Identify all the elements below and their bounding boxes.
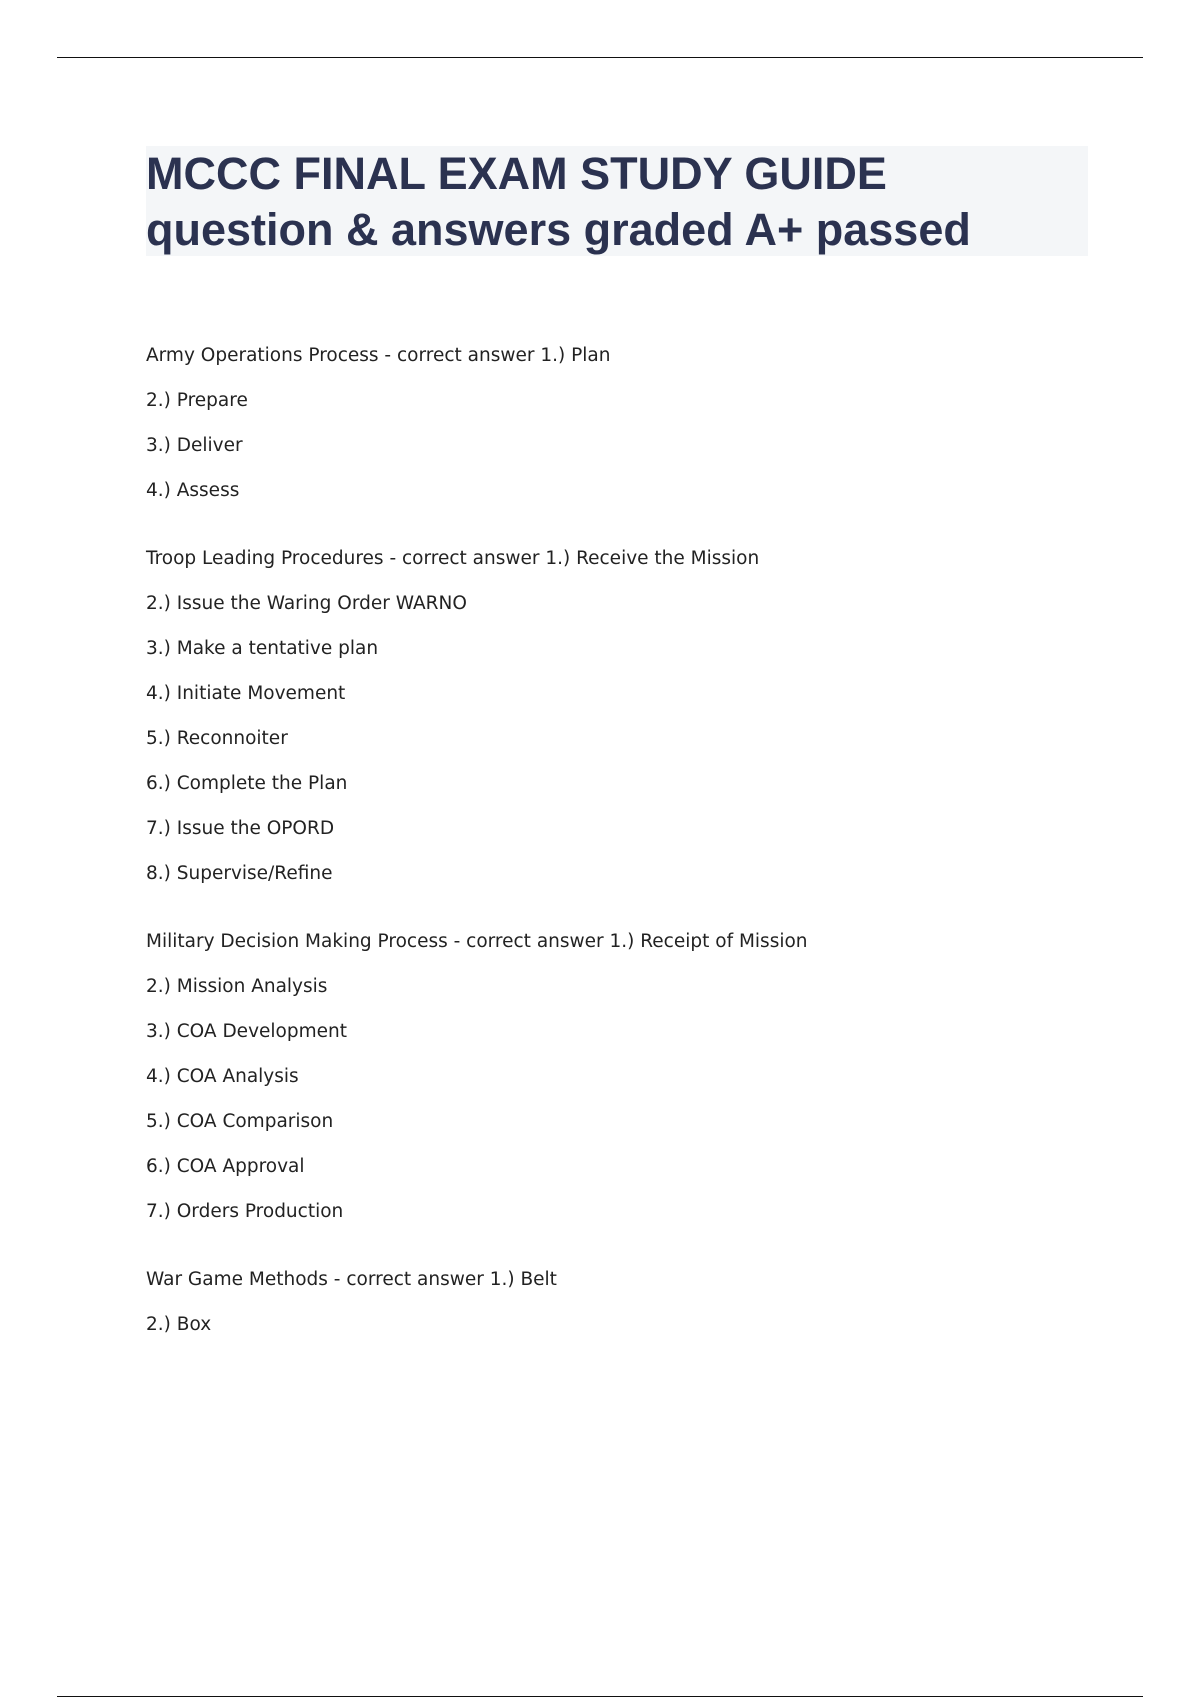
qa-section-military-decision-making-process [146, 931, 1086, 1223]
title-block [146, 146, 1088, 256]
document-body [146, 345, 1086, 1382]
answer-line: 5.) Reconnoiter [146, 728, 288, 749]
qa-section-troop-leading-procedures [146, 548, 1086, 885]
answer-line: 4.) COA Analysis [146, 1066, 299, 1087]
qa-section-army-operations-process [146, 345, 1086, 502]
qa-section-war-game-methods [146, 1269, 1086, 1336]
answer-line: 2.) Prepare [146, 390, 248, 411]
answer-line: 8.) Supervise/Refine [146, 863, 333, 884]
answer-line: 7.) Issue the OPORD [146, 818, 335, 839]
bottom-divider [57, 1696, 1143, 1697]
question-line: War Game Methods - correct answer 1.) Belt [146, 1269, 557, 1290]
top-divider [57, 57, 1143, 58]
answer-line: 2.) Box [146, 1314, 212, 1335]
answer-line: 6.) COA Approval [146, 1156, 305, 1177]
answer-line: 7.) Orders Production [146, 1201, 344, 1222]
answer-line: 5.) COA Comparison [146, 1111, 334, 1132]
answer-line: 2.) Issue the Waring Order WARNO [146, 593, 467, 614]
answer-line: 4.) Assess [146, 480, 240, 501]
question-line: Military Decision Making Process - correct answer 1.) Receipt of Mission [146, 931, 808, 952]
answer-line: 3.) COA Development [146, 1021, 347, 1042]
page-title-line-1: MCCC FINAL EXAM STUDY GUIDE [146, 148, 887, 199]
answer-line: 3.) Make a tentative plan [146, 638, 379, 659]
page-title-line-2: question & answers graded A+ passed [146, 204, 971, 255]
question-line: Troop Leading Procedures - correct answer 1.) Receive the Mission [146, 548, 760, 569]
answer-line: 2.) Mission Analysis [146, 976, 328, 997]
question-line: Army Operations Process - correct answer 1.) Plan [146, 345, 611, 366]
answer-line: 3.) Deliver [146, 435, 243, 456]
answer-line: 4.) Initiate Movement [146, 683, 346, 704]
answer-line: 6.) Complete the Plan [146, 773, 348, 794]
